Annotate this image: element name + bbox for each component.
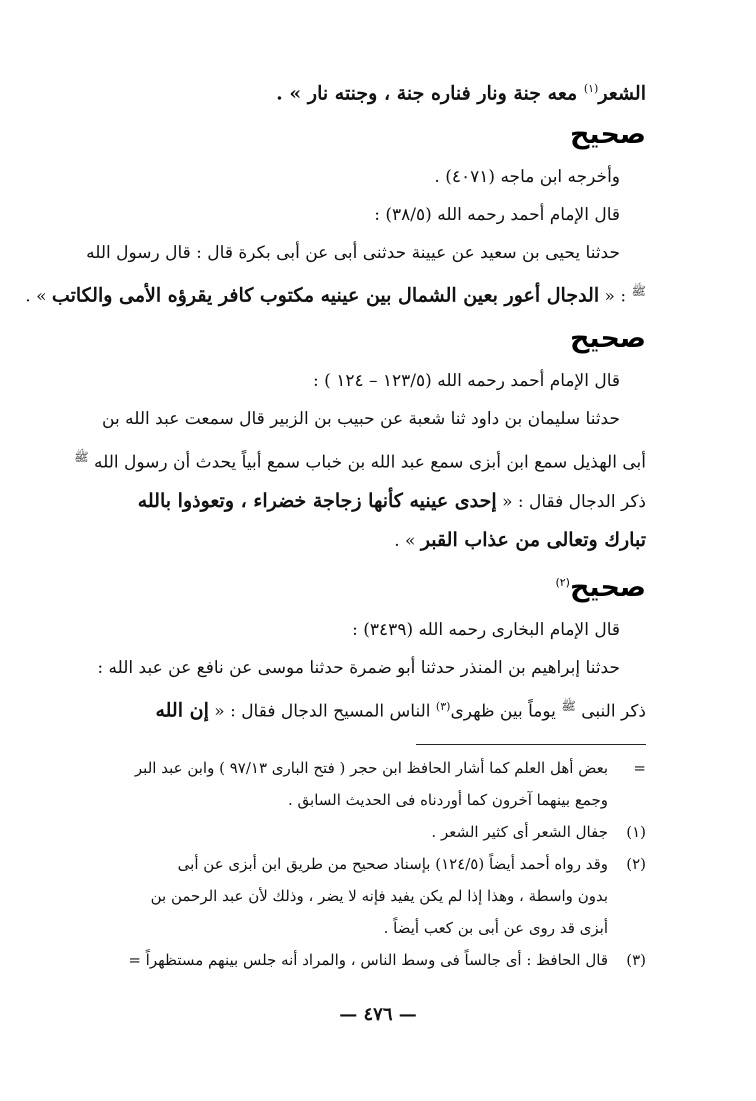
footnote-marker: (١) — [626, 823, 646, 841]
footnote-line: أبزى قد روى عن أبى بن كعب أيضاً . — [383, 919, 608, 937]
text-line: حدثنا يحيى بن سعيد عن عيينة حدثنى أبى عن أبى بكرة قال : قال رسول الله — [86, 243, 620, 264]
footnote-ref: (٣) — [435, 699, 451, 713]
footnote-ref: (٢) — [555, 575, 570, 589]
text-segment: ذكر النبى — [581, 701, 646, 722]
text-segment: الشعر — [598, 82, 646, 105]
hadith-text: إحدى عينيه كأنها زجاجة خضراء ، وتعوذوا بالله — [137, 489, 497, 512]
text-line: حدثنا سليمان بن داود ثنا شعبة عن حبيب بن الزبير قال سمعت عبد الله بن — [102, 408, 620, 429]
text-segment: يوماً بين ظهرى — [450, 701, 556, 722]
grade-heading: صحيح — [569, 119, 646, 151]
text-line: قال الإمام البخارى رحمه الله (٣٤٣٩) : — [352, 619, 620, 640]
footnote-marker: = — [633, 759, 646, 777]
footnote — [60, 752, 646, 816]
footnote-divider — [416, 744, 646, 745]
pbuh-glyph: ﷺ — [561, 698, 576, 713]
grade-heading — [60, 560, 646, 611]
text-segment: أبى الهذيل سمع ابن أبزى سمع عبد الله بن خباب سمع أبياً يحدث أن رسول الله — [93, 452, 646, 473]
text-segment: : « — [604, 286, 627, 307]
footnote — [60, 944, 646, 976]
footnote-line: بعض أهل العلم كما أشار الحافظ ابن حجر ( فتح البارى ٩٧/١٣ ) وابن عبد البر — [134, 759, 608, 777]
hadith-text: الدجال أعور بعين الشمال بين عينيه مكتوب كافر يقرؤه الأمى والكاتب — [51, 284, 600, 307]
grade-heading: صحيح — [569, 322, 646, 354]
hadith-line — [60, 521, 646, 560]
text-line: قال الإمام أحمد رحمه الله (٣٨/٥) : — [374, 205, 620, 226]
hadith-text: إن الله — [155, 699, 209, 722]
footnote-line: بدون واسطة ، وهذا إذا لم يكن يفيد فإنه لا يضر ، وذلك لأن عبد الرحمن بن — [150, 887, 608, 905]
page-number: — ٤٧٦ — — [339, 1004, 417, 1025]
footnote-marker: (٢) — [626, 855, 646, 873]
text-line — [60, 438, 646, 482]
footnote-line: قال الحافظ : أى جالساً فى وسط الناس ، والمراد أنه جلس بينهم مستظهراً = — [128, 951, 608, 969]
hadith-text: تبارك وتعالى من عذاب القبر — [420, 528, 646, 551]
footnote-line: وجمع بينهما آخرون كما أوردناه فى الحديث السابق . — [287, 791, 608, 809]
footnote — [60, 848, 646, 944]
footnote-line: وقد رواه أحمد أيضاً (١٢٤/٥) بإسناد صحيح من طريق ابن أبزى عن أبى — [177, 855, 608, 873]
footnote-line: جفال الشعر أى كثير الشعر . — [431, 823, 608, 841]
footnotes — [60, 752, 646, 976]
text-segment: » . — [394, 530, 416, 551]
main-text — [25, 70, 646, 730]
footnote-ref: (١) — [583, 82, 599, 95]
footnote — [60, 816, 646, 848]
text-segment: الناس المسيح الدجال فقال : « — [214, 701, 431, 722]
text-line: حدثنا إبراهيم بن المنذر حدثنا أبو ضمرة حدثنا موسى عن نافع عن عبد الله : — [97, 657, 620, 678]
text-segment: » . — [25, 286, 47, 307]
hadith-line — [25, 272, 646, 316]
text-line — [60, 687, 646, 731]
footnote-marker: (٣) — [626, 951, 646, 969]
text-line: قال الإمام أحمد رحمه الله (١٢٣/٥ – ١٢٤ ) : — [313, 370, 620, 391]
heading-text: صحيح — [569, 571, 646, 603]
text-line: وأخرجه ابن ماجه (٤٠٧١) . — [434, 167, 620, 188]
pbuh-glyph: ﷺ — [631, 284, 646, 299]
hadith-line — [60, 482, 646, 521]
text-segment: معه جنة ونار فناره جنة ، وجنته نار » . — [276, 82, 578, 105]
continuation-line — [60, 70, 646, 112]
pbuh-glyph: ﷺ — [74, 449, 89, 464]
text-segment: ذكر الدجال فقال : « — [502, 491, 646, 512]
